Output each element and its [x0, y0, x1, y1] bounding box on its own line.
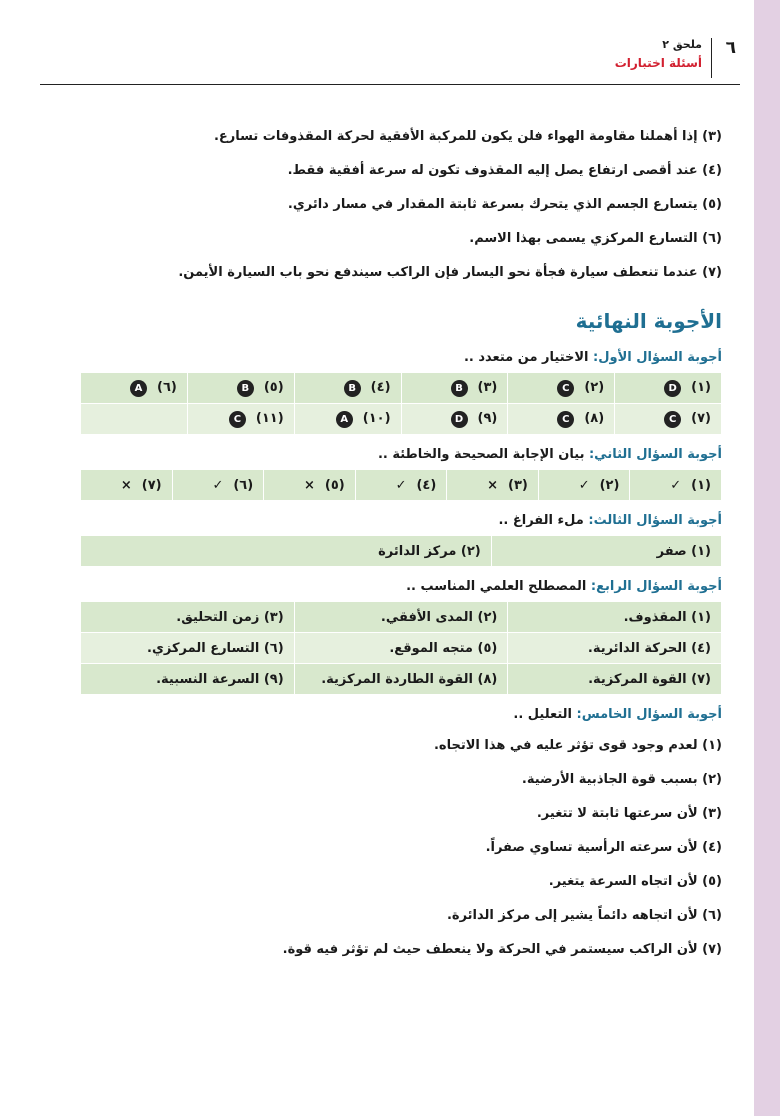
answer-number: (٧): [141, 477, 162, 493]
answer-number: (٤): [416, 477, 437, 493]
answer-number: (٥): [263, 379, 284, 395]
answer-cell: [264, 470, 356, 501]
answer-number: (٢): [584, 379, 605, 395]
q1-heading: [80, 344, 722, 372]
answer-mark: ×: [304, 477, 315, 493]
answer-cell: [538, 470, 630, 501]
q3-label: أجوبة السؤال الثالث:: [588, 513, 722, 528]
statement-line: (٣) إذا أهملنا مقاومة الهواء فلن يكون للمركبة الأفقية لحركة المقذوفات تسارع.: [213, 129, 722, 144]
answer-cell: [355, 470, 447, 501]
answer-number: (١١): [255, 410, 284, 426]
statement-line: (٤) عند أقصى ارتفاع يصل إليه المقذوف تكون له سرعة أفقية فقط.: [287, 163, 722, 178]
answer-cell: [615, 373, 722, 404]
answer-cell: [187, 404, 294, 435]
answer-cell: (٣) زمن التحليق.: [81, 602, 295, 633]
table-row: [81, 602, 722, 633]
q2-answers-table: [80, 469, 722, 501]
answer-cell: (١) المقذوف.: [508, 602, 722, 633]
answer-choice: D: [664, 380, 681, 397]
q4-label: أجوبة السؤال الرابع:: [590, 579, 722, 594]
q3-heading: [80, 507, 722, 535]
reason-line: (٢) بسبب قوة الجاذبية الأرضية.: [521, 772, 722, 787]
reason-line: (٣) لأن سرعتها ثابتة لا تتغير.: [536, 806, 722, 821]
statement-line: (٧) عندما تنعطف سيارة فجأة نحو اليسار فإن الراكب سيندفع نحو باب السيارة الأيمن.: [178, 265, 722, 280]
answer-cell: [401, 373, 508, 404]
table-row: [81, 664, 722, 695]
answer-cell: (٢) مركز الدائرة: [81, 536, 492, 567]
answer-mark: ✓: [395, 477, 407, 493]
answer-number: (٩): [477, 410, 498, 426]
answer-mark: ✓: [670, 477, 682, 493]
answer-cell: [401, 404, 508, 435]
q1-label: أجوبة السؤال الأول:: [593, 350, 722, 365]
answer-choice: D: [451, 411, 468, 428]
answer-number: (٤): [370, 379, 391, 395]
q3-desc: ملء الفراغ ..: [498, 513, 584, 528]
answer-cell: [447, 470, 539, 501]
answer-cell: [172, 470, 264, 501]
answer-number: (٣): [477, 379, 498, 395]
answer-number: (٦): [233, 477, 254, 493]
reason-line: (٤) لأن سرعته الرأسية تساوي صفراً.: [485, 840, 722, 855]
table-row: [81, 373, 722, 404]
statement-line: (٦) التسارع المركزي يسمى بهذا الاسم.: [469, 231, 722, 246]
answer-number: (٥): [324, 477, 345, 493]
page-number: ٦: [725, 38, 736, 58]
answer-choice: C: [664, 411, 681, 428]
answer-cell: (٧) القوة المركزية.: [508, 664, 722, 695]
side-color-strip: [754, 0, 780, 1116]
page-header: [40, 36, 740, 85]
chapter-subtitle: أسئلة اختبارات: [614, 56, 702, 70]
reason-line: (٦) لأن اتجاهه دائماً يشير إلى مركز الدائرة.: [446, 908, 722, 923]
answer-choice: B: [344, 380, 361, 397]
reason-line: (١) لعدم وجود قوى تؤثر عليه في هذا الاتجاه.: [433, 738, 722, 753]
answer-choice: B: [237, 380, 254, 397]
answer-cell: (٤) الحركة الدائرية.: [508, 633, 722, 664]
answer-cell: (٥) متجه الموقع.: [294, 633, 508, 664]
answer-number: (٨): [584, 410, 605, 426]
table-row: [81, 536, 722, 567]
answer-mark: ✓: [578, 477, 590, 493]
q4-heading: [80, 573, 722, 601]
answer-choice: A: [130, 380, 147, 397]
q2-heading: [80, 441, 722, 469]
answer-cell: [81, 404, 188, 435]
answer-choice: C: [229, 411, 246, 428]
q1-desc: الاختيار من متعدد ..: [463, 350, 589, 365]
q4-desc: المصطلح العلمي المناسب ..: [406, 579, 587, 594]
q3-answers-table: [80, 535, 722, 567]
answer-cell: (٢) المدى الأفقي.: [294, 602, 508, 633]
answer-choice: C: [557, 380, 574, 397]
answer-number: (١): [691, 477, 711, 493]
q5-heading: [80, 701, 722, 729]
reason-line: (٥) لأن اتجاه السرعة يتغير.: [548, 874, 722, 889]
answer-cell: [615, 404, 722, 435]
answer-cell: [630, 470, 722, 501]
answer-cell: [294, 404, 401, 435]
answer-cell: (١) صفر: [491, 536, 721, 567]
q5-label: أجوبة السؤال الخامس:: [576, 707, 722, 722]
answer-cell: [81, 373, 188, 404]
q5-desc: التعليل ..: [513, 707, 572, 722]
answer-cell: [81, 470, 173, 501]
header-divider: [711, 38, 713, 78]
answer-cell: (٩) السرعة النسبية.: [81, 664, 295, 695]
chapter-title: ملحق ٢: [662, 38, 702, 51]
reason-line: (٧) لأن الراكب سيستمر في الحركة ولا ينعطف حيث لم تؤثر فيه قوة.: [282, 942, 722, 957]
answer-cell: (٦) التسارع المركزي.: [81, 633, 295, 664]
q2-desc: بيان الإجابة الصحيحة والخاطئة ..: [377, 447, 585, 462]
q4-answers-table: [80, 601, 722, 695]
section-title: الأجوبة النهائية: [575, 309, 722, 333]
page-content: [80, 120, 722, 967]
answer-cell: [294, 373, 401, 404]
answer-number: (٣): [508, 477, 528, 493]
table-row: [81, 470, 722, 501]
answer-number: (١٠): [362, 410, 391, 426]
answer-mark: ×: [120, 477, 132, 493]
answer-cell: [508, 404, 615, 435]
answer-choice: B: [451, 380, 468, 397]
answer-cell: (٨) القوة الطاردة المركزية.: [294, 664, 508, 695]
q1-answers-table: [80, 372, 722, 435]
answer-number: (١): [691, 379, 711, 395]
statement-line: (٥) يتسارع الجسم الذي يتحرك بسرعة ثابتة المقدار في مسار دائري.: [287, 197, 722, 212]
q2-label: أجوبة السؤال الثاني:: [588, 447, 722, 462]
answer-cell: [187, 373, 294, 404]
answer-number: (٢): [599, 477, 620, 493]
question-statements: [80, 120, 722, 290]
answer-number: (٧): [691, 410, 711, 426]
table-row: [81, 633, 722, 664]
answer-number: (٦): [157, 379, 177, 395]
answer-mark: ✓: [212, 477, 224, 493]
answer-cell: [508, 373, 615, 404]
answer-mark: ×: [487, 477, 499, 493]
table-row: [81, 404, 722, 435]
answer-choice: A: [336, 411, 353, 428]
q5-answers-list: [80, 729, 722, 967]
answer-choice: C: [557, 411, 574, 428]
